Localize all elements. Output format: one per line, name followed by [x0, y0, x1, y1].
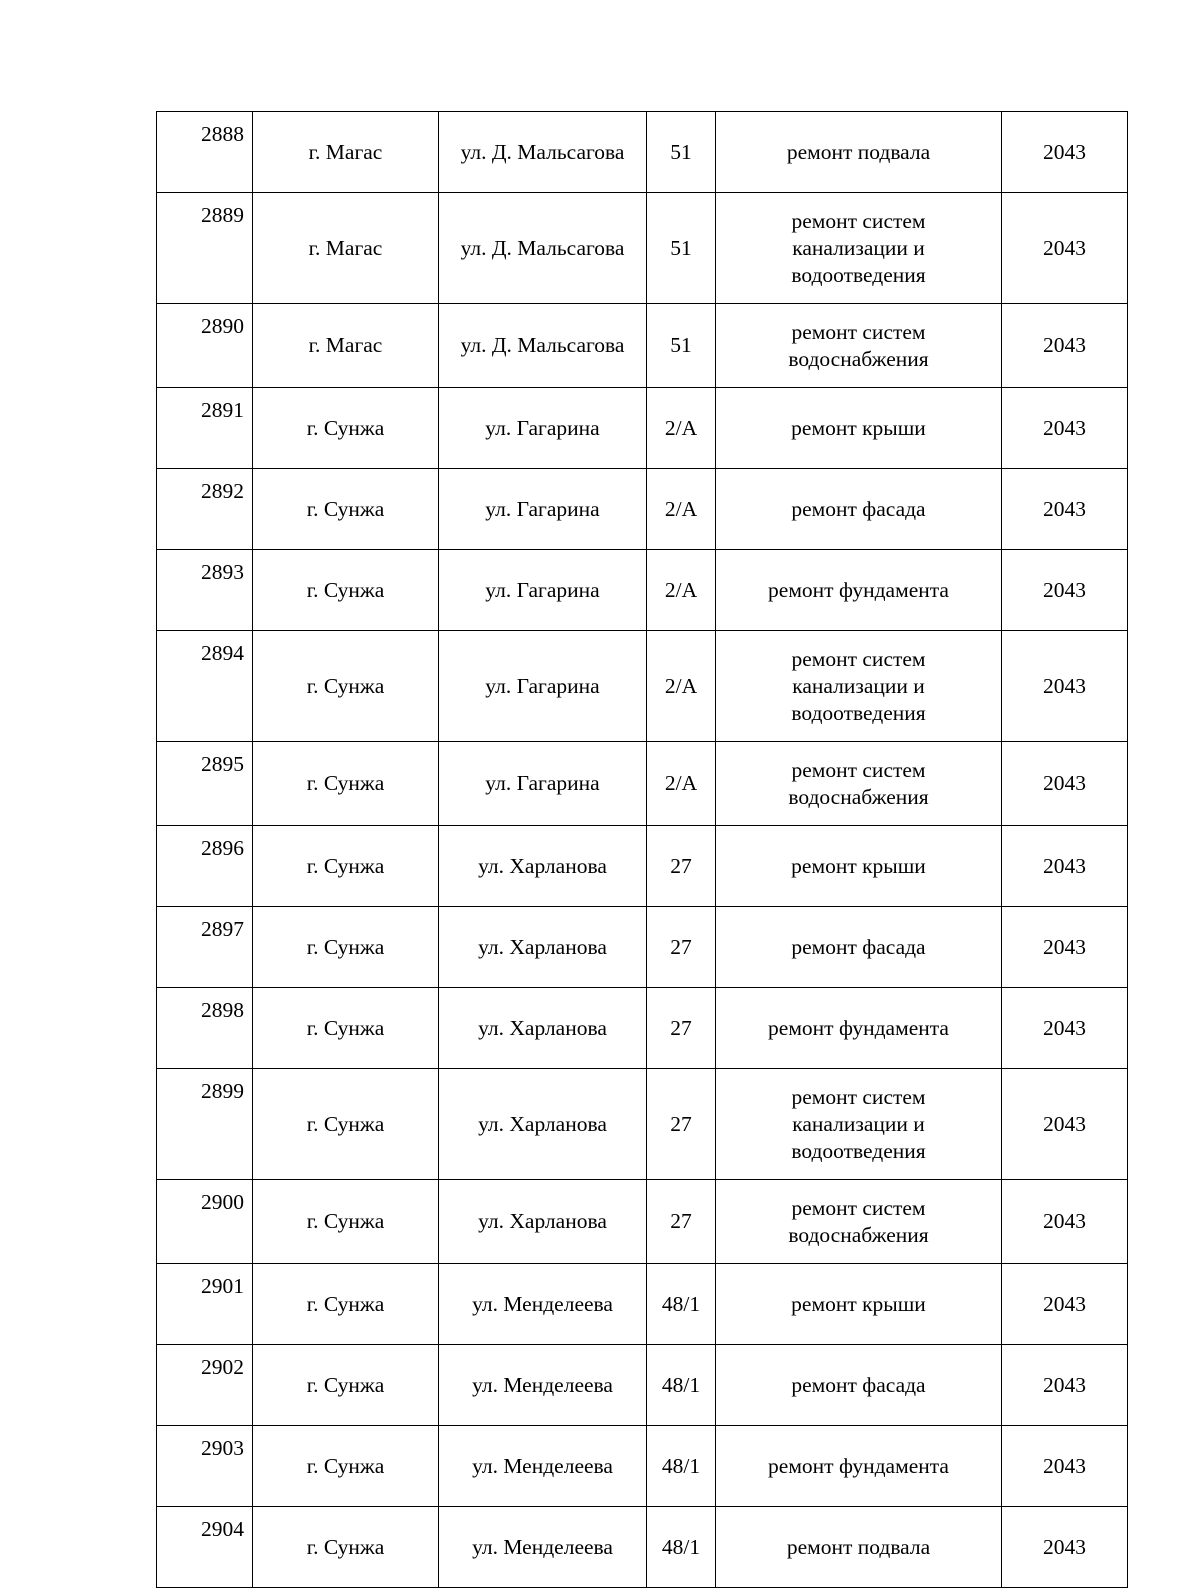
street-cell: ул. Харланова [439, 1069, 647, 1180]
table-row [157, 469, 1128, 550]
work-type-cell: ремонт крыши [716, 388, 1002, 469]
year-cell: 2043 [1002, 388, 1128, 469]
street-cell: ул. Д. Мальсагова [439, 193, 647, 304]
city-cell: г. Сунжа [253, 907, 439, 988]
table-row [157, 112, 1128, 193]
work-type-cell: ремонт фундамента [716, 1426, 1002, 1507]
house-number-cell: 48/1 [647, 1426, 716, 1507]
work-type-cell: ремонт систем водоснабжения [716, 742, 1002, 826]
house-number-cell: 2/А [647, 742, 716, 826]
house-number-cell: 2/А [647, 469, 716, 550]
table-row [157, 988, 1128, 1069]
street-cell: ул. Харланова [439, 907, 647, 988]
work-type-cell: ремонт крыши [716, 826, 1002, 907]
table-row [157, 388, 1128, 469]
table-row [157, 1426, 1128, 1507]
city-cell: г. Магас [253, 304, 439, 388]
street-cell: ул. Харланова [439, 826, 647, 907]
table-row [157, 193, 1128, 304]
house-number-cell: 51 [647, 193, 716, 304]
row-number-cell: 2904 [157, 1507, 253, 1588]
work-type-cell: ремонт крыши [716, 1264, 1002, 1345]
city-cell: г. Сунжа [253, 1069, 439, 1180]
year-cell: 2043 [1002, 826, 1128, 907]
city-cell: г. Сунжа [253, 1426, 439, 1507]
year-cell: 2043 [1002, 1069, 1128, 1180]
house-number-cell: 51 [647, 304, 716, 388]
year-cell: 2043 [1002, 1345, 1128, 1426]
table-row [157, 550, 1128, 631]
table-row [157, 1345, 1128, 1426]
work-type-cell: ремонт фасада [716, 469, 1002, 550]
street-cell: ул. Менделеева [439, 1264, 647, 1345]
city-cell: г. Сунжа [253, 988, 439, 1069]
city-cell: г. Сунжа [253, 1264, 439, 1345]
table-row [157, 631, 1128, 742]
street-cell: ул. Гагарина [439, 631, 647, 742]
work-type-cell: ремонт фасада [716, 907, 1002, 988]
house-number-cell: 27 [647, 1069, 716, 1180]
row-number-cell: 2898 [157, 988, 253, 1069]
house-number-cell: 27 [647, 1180, 716, 1264]
row-number-cell: 2896 [157, 826, 253, 907]
row-number-cell: 2893 [157, 550, 253, 631]
row-number-cell: 2888 [157, 112, 253, 193]
work-type-cell: ремонт систем водоснабжения [716, 304, 1002, 388]
work-type-cell: ремонт систем канализации и водоотведения [716, 193, 1002, 304]
city-cell: г. Сунжа [253, 742, 439, 826]
city-cell: г. Сунжа [253, 631, 439, 742]
house-number-cell: 27 [647, 826, 716, 907]
row-number-cell: 2899 [157, 1069, 253, 1180]
street-cell: ул. Гагарина [439, 742, 647, 826]
year-cell: 2043 [1002, 112, 1128, 193]
row-number-cell: 2902 [157, 1345, 253, 1426]
city-cell: г. Магас [253, 112, 439, 193]
house-number-cell: 51 [647, 112, 716, 193]
street-cell: ул. Гагарина [439, 469, 647, 550]
house-number-cell: 2/А [647, 388, 716, 469]
work-type-cell: ремонт фасада [716, 1345, 1002, 1426]
table-row [157, 1264, 1128, 1345]
house-number-cell: 48/1 [647, 1507, 716, 1588]
house-number-cell: 27 [647, 988, 716, 1069]
house-number-cell: 27 [647, 907, 716, 988]
work-type-cell: ремонт систем водоснабжения [716, 1180, 1002, 1264]
row-number-cell: 2894 [157, 631, 253, 742]
year-cell: 2043 [1002, 742, 1128, 826]
year-cell: 2043 [1002, 1264, 1128, 1345]
work-type-cell: ремонт подвала [716, 1507, 1002, 1588]
row-number-cell: 2901 [157, 1264, 253, 1345]
house-number-cell: 2/А [647, 550, 716, 631]
year-cell: 2043 [1002, 304, 1128, 388]
street-cell: ул. Менделеева [439, 1345, 647, 1426]
city-cell: г. Сунжа [253, 1507, 439, 1588]
house-number-cell: 48/1 [647, 1264, 716, 1345]
street-cell: ул. Харланова [439, 1180, 647, 1264]
street-cell: ул. Д. Мальсагова [439, 304, 647, 388]
year-cell: 2043 [1002, 550, 1128, 631]
year-cell: 2043 [1002, 988, 1128, 1069]
house-number-cell: 48/1 [647, 1345, 716, 1426]
row-number-cell: 2895 [157, 742, 253, 826]
row-number-cell: 2903 [157, 1426, 253, 1507]
table-row [157, 742, 1128, 826]
street-cell: ул. Менделеева [439, 1507, 647, 1588]
street-cell: ул. Гагарина [439, 550, 647, 631]
work-type-cell: ремонт систем канализации и водоотведения [716, 1069, 1002, 1180]
work-type-cell: ремонт фундамента [716, 550, 1002, 631]
row-number-cell: 2897 [157, 907, 253, 988]
row-number-cell: 2891 [157, 388, 253, 469]
street-cell: ул. Харланова [439, 988, 647, 1069]
street-cell: ул. Д. Мальсагова [439, 112, 647, 193]
city-cell: г. Сунжа [253, 469, 439, 550]
year-cell: 2043 [1002, 1180, 1128, 1264]
row-number-cell: 2892 [157, 469, 253, 550]
row-number-cell: 2900 [157, 1180, 253, 1264]
row-number-cell: 2889 [157, 193, 253, 304]
table-row [157, 907, 1128, 988]
table-row [157, 1507, 1128, 1588]
city-cell: г. Сунжа [253, 826, 439, 907]
year-cell: 2043 [1002, 1426, 1128, 1507]
street-cell: ул. Гагарина [439, 388, 647, 469]
table-row [157, 826, 1128, 907]
year-cell: 2043 [1002, 631, 1128, 742]
city-cell: г. Сунжа [253, 1345, 439, 1426]
year-cell: 2043 [1002, 469, 1128, 550]
work-type-cell: ремонт подвала [716, 112, 1002, 193]
city-cell: г. Магас [253, 193, 439, 304]
work-type-cell: ремонт фундамента [716, 988, 1002, 1069]
year-cell: 2043 [1002, 193, 1128, 304]
year-cell: 2043 [1002, 1507, 1128, 1588]
city-cell: г. Сунжа [253, 550, 439, 631]
work-type-cell: ремонт систем канализации и водоотведения [716, 631, 1002, 742]
house-number-cell: 2/А [647, 631, 716, 742]
city-cell: г. Сунжа [253, 388, 439, 469]
row-number-cell: 2890 [157, 304, 253, 388]
repair-schedule-table [156, 111, 1128, 1588]
table-row [157, 1180, 1128, 1264]
table-row [157, 304, 1128, 388]
year-cell: 2043 [1002, 907, 1128, 988]
city-cell: г. Сунжа [253, 1180, 439, 1264]
table-row [157, 1069, 1128, 1180]
street-cell: ул. Менделеева [439, 1426, 647, 1507]
